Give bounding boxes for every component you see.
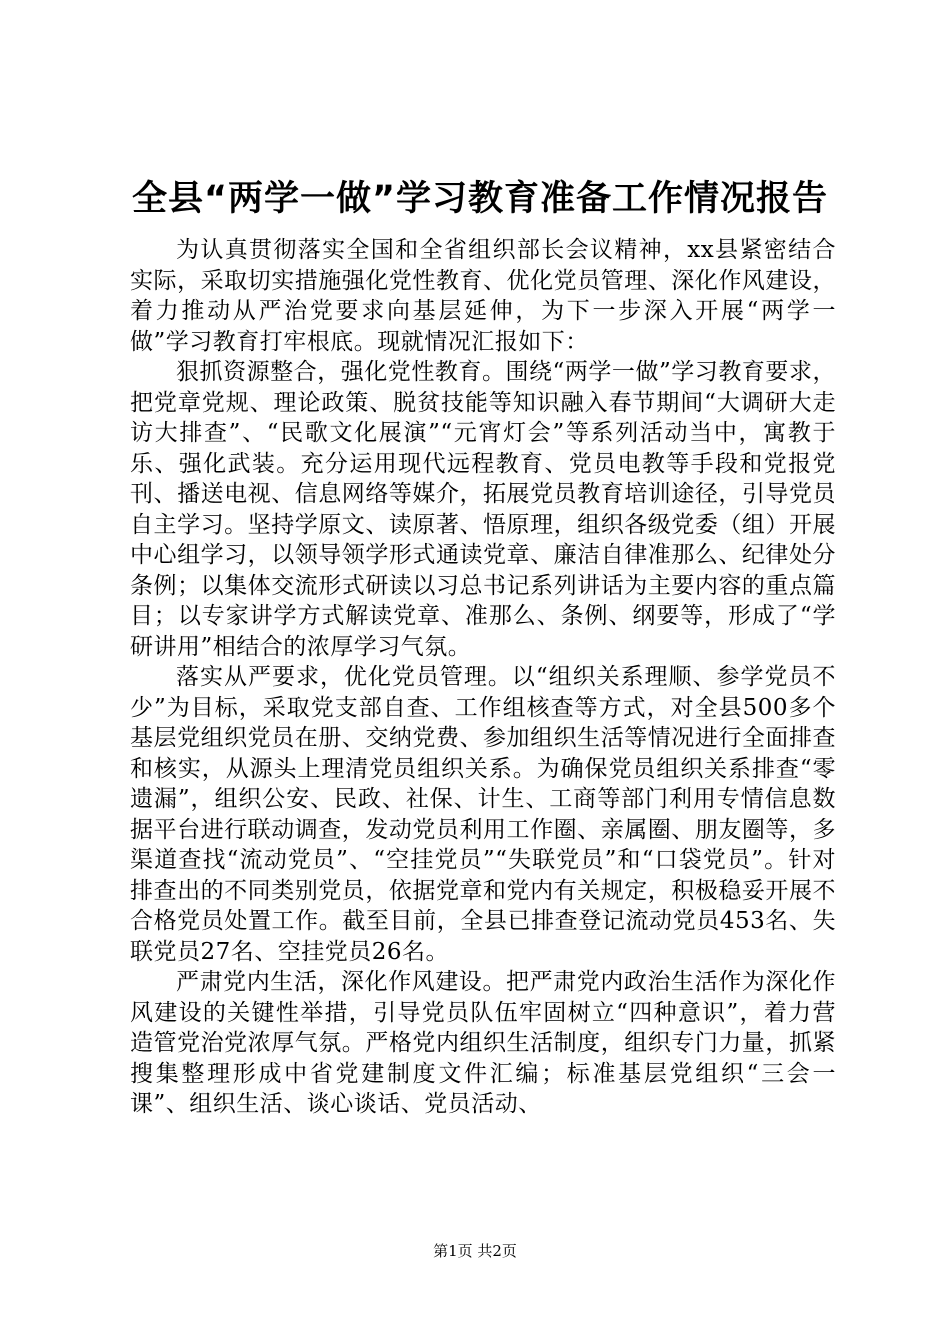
page-number-footer: 第1页 共2页 xyxy=(433,1242,517,1260)
paragraph-party-education: 狠抓资源整合，强化党性教育。围绕“两学一做”学习教育要求，把党章党规、理论政策、脱贫技能等知识融入春节期间“大调研大走访大排查”、“民歌文化展演”“元宵灯会”等系列活动当中，寓教于乐、强化武装。充分运用现代远程教育、党员电教等手段和党报党刊、播送电视、信息网络等媒介，拓展党员教育培训途径，引导党员自主学习。坚持学原文、读原著、悟原理，组织各级党委（组）开展中心组学习，以领导领学形式通读党章、廉洁自律准那么、纪律处分条例；以集体交流形式研读以习总书记系列讲话为主要内容的重点篇目；以专家讲学方式解读党章、准那么、条例、纲要等，形成了“学研讲用”相结合的浓厚学习气氛。 xyxy=(130,359,836,660)
paragraph-party-life: 严肃党内生活，深化作风建设。把严肃党内政治生活作为深化作风建设的关键性举措，引导党员队伍牢固树立“四种意识”，着力营造管党治党浓厚气氛。严格党内组织生活制度，组织专门力量，抓紧搜集整理形成中省党建制度文件汇编；标准基层党组织“三会一课”、组织生活、谈心谈话、党员活动、 xyxy=(130,969,836,1117)
document-body xyxy=(130,235,836,1120)
document-title: 全县“两学一做”学习教育准备工作情况报告 xyxy=(131,179,828,219)
paragraph-member-management: 落实从严要求，优化党员管理。以“组织关系理顺、参学党员不少”为目标，采取党支部自查、工作组核查等方式，对全县500多个基层党组织党员在册、交纳党费、参加组织生活等情况进行全面排查和核实，从源头上理清党员组织关系。为确保党员组织关系排查“零遗漏”，组织公安、民政、社保、计生、工商等部门利用专情信息数据平台进行联动调查，发动党员利用工作圈、亲属圈、朋友圈等，多渠道查找“流动党员”、“空挂党员”“失联党员”和“口袋党员”。针对排查出的不同类别党员，依据党章和党内有关规定，积极稳妥开展不合格党员处置工作。截至目前，全县已排查登记流动党员453名、失联党员27名、空挂党员26名。 xyxy=(130,664,836,965)
paragraph-intro: 为认真贯彻落实全国和全省组织部长会议精神，xx县紧密结合实际，采取切实措施强化党性教育、优化党员管理、深化作风建设，着力推动从严治党要求向基层延伸，为下一步深入开展“两学一做”学习教育打牢根底。现就情况汇报如下： xyxy=(130,237,836,355)
